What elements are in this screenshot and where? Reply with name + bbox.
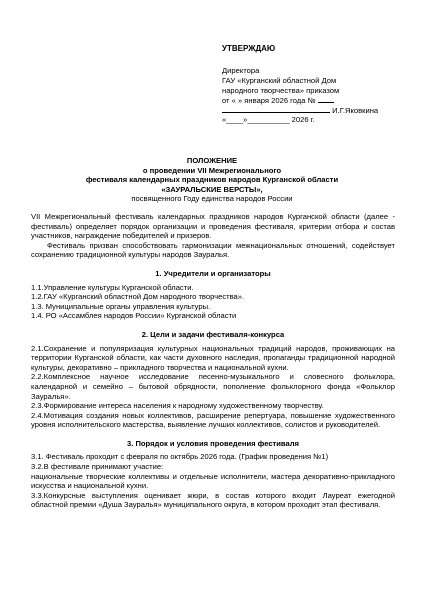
- section-3-item: 3.1. Фестиваль проходит с февраля по октябрь 2026 года. (График проведения №1): [31, 452, 329, 462]
- section-1-item: 1.2.ГАУ «Курганский областной Дом народного творчества».: [31, 292, 245, 302]
- document-title: ПОЛОЖЕНИЕ: [186, 156, 238, 165]
- section-3-heading: 3. Порядок и условия проведения фестиваля: [127, 438, 299, 448]
- signature-blank: [222, 105, 330, 113]
- section-3-item: национальные творческие коллективы и отдельные исполнители, мастера декоративно-прикладного искусства и национальной кухни.: [31, 471, 395, 491]
- section-1-heading: 1. Учредители и организаторы: [155, 268, 271, 278]
- document-dedication: посвященного Году единства народов России: [131, 194, 293, 204]
- festival-name: «ЗАУРАЛЬСКИЕ ВЕРСТЫ»,: [161, 184, 263, 194]
- document-body: [31, 212, 395, 510]
- approve-line: Директора: [222, 66, 260, 75]
- approve-block: [222, 66, 418, 125]
- order-number-blank: [318, 95, 334, 103]
- section-3-item: 3.2.В фестивале принимают участие:: [31, 462, 164, 472]
- document-subtitle-1: о проведении VII Межрегионального: [142, 165, 282, 175]
- section-3-item: 3.3.Конкурсные выступления оценивает жюри, в состав которого входит Лауреат ежегодной областной премии «Душа Зауралья» муниципального округа, в котором проходит этап фестиваля.: [31, 490, 395, 510]
- section-2-item: 2.3.Формирование интереса населения к народному художественному творчеству.: [31, 401, 324, 411]
- approve-title: УТВЕРЖДАЮ: [222, 44, 276, 53]
- section-2-item: 2.2.Комплексное научное исследование песенно-музыкального и словесного фольклора, календарной и семейно – бытовой обрядности, пополнение фольклорного фонда «Фольклор Зауралья».: [31, 372, 395, 401]
- approve-order-text: от « » января 2026 года №: [222, 96, 316, 106]
- section-1-item: 1.1.Управление культуры Курганской области.: [31, 282, 194, 292]
- section-1-item: 1.3. Муниципальные органы управления культуры.: [31, 301, 211, 311]
- approve-date-line: «____»__________ 2026 г.: [222, 114, 315, 124]
- section-1-item: 1.4. РО «Ассамблея народов России» Курганской области: [31, 311, 237, 321]
- intro-paragraph: Фестиваль призван способствовать гармонизации межнациональных отношений, содействует сохранению традиционной культуры народов Зауралья.: [31, 240, 395, 260]
- section-2-item: 2.1.Сохранение и популяризация культурных национальных традиций народов, проживающих на территории Курганской области, как части духовного наследия, пропаганды традиционной народной культуры, декоративно – прикладного творчества и национальной кухни.: [31, 343, 395, 372]
- intro-paragraph: VII Межрегиональный фестиваль календарных праздников народов Курганской области (далее - фестиваль) определяет порядок организации и проведения фестиваля, критерии отбора и состав участников, награждение победителей и призеров.: [31, 212, 395, 241]
- approve-line: народного творчества» приказом: [222, 85, 340, 95]
- document-title-block: [30, 156, 394, 204]
- section-2-item: 2.4.Мотивация создания новых коллективов, расширение репертуара, повышение художественного уровня исполнительского мастерства, выявление лучших коллективов, солистов и руководителей.: [31, 410, 395, 430]
- approve-order-line: [222, 95, 418, 105]
- approve-signature-line: [222, 105, 418, 115]
- section-2-heading: 2. Цели и задачи фестиваля-конкурса: [141, 329, 285, 339]
- document-subtitle-2: фестиваля календарных праздников народов Курганской области: [85, 175, 339, 185]
- approve-line: ГАУ «Курганский областной Дом: [222, 75, 337, 85]
- signer-name: И.Г.Яковкина: [332, 106, 379, 116]
